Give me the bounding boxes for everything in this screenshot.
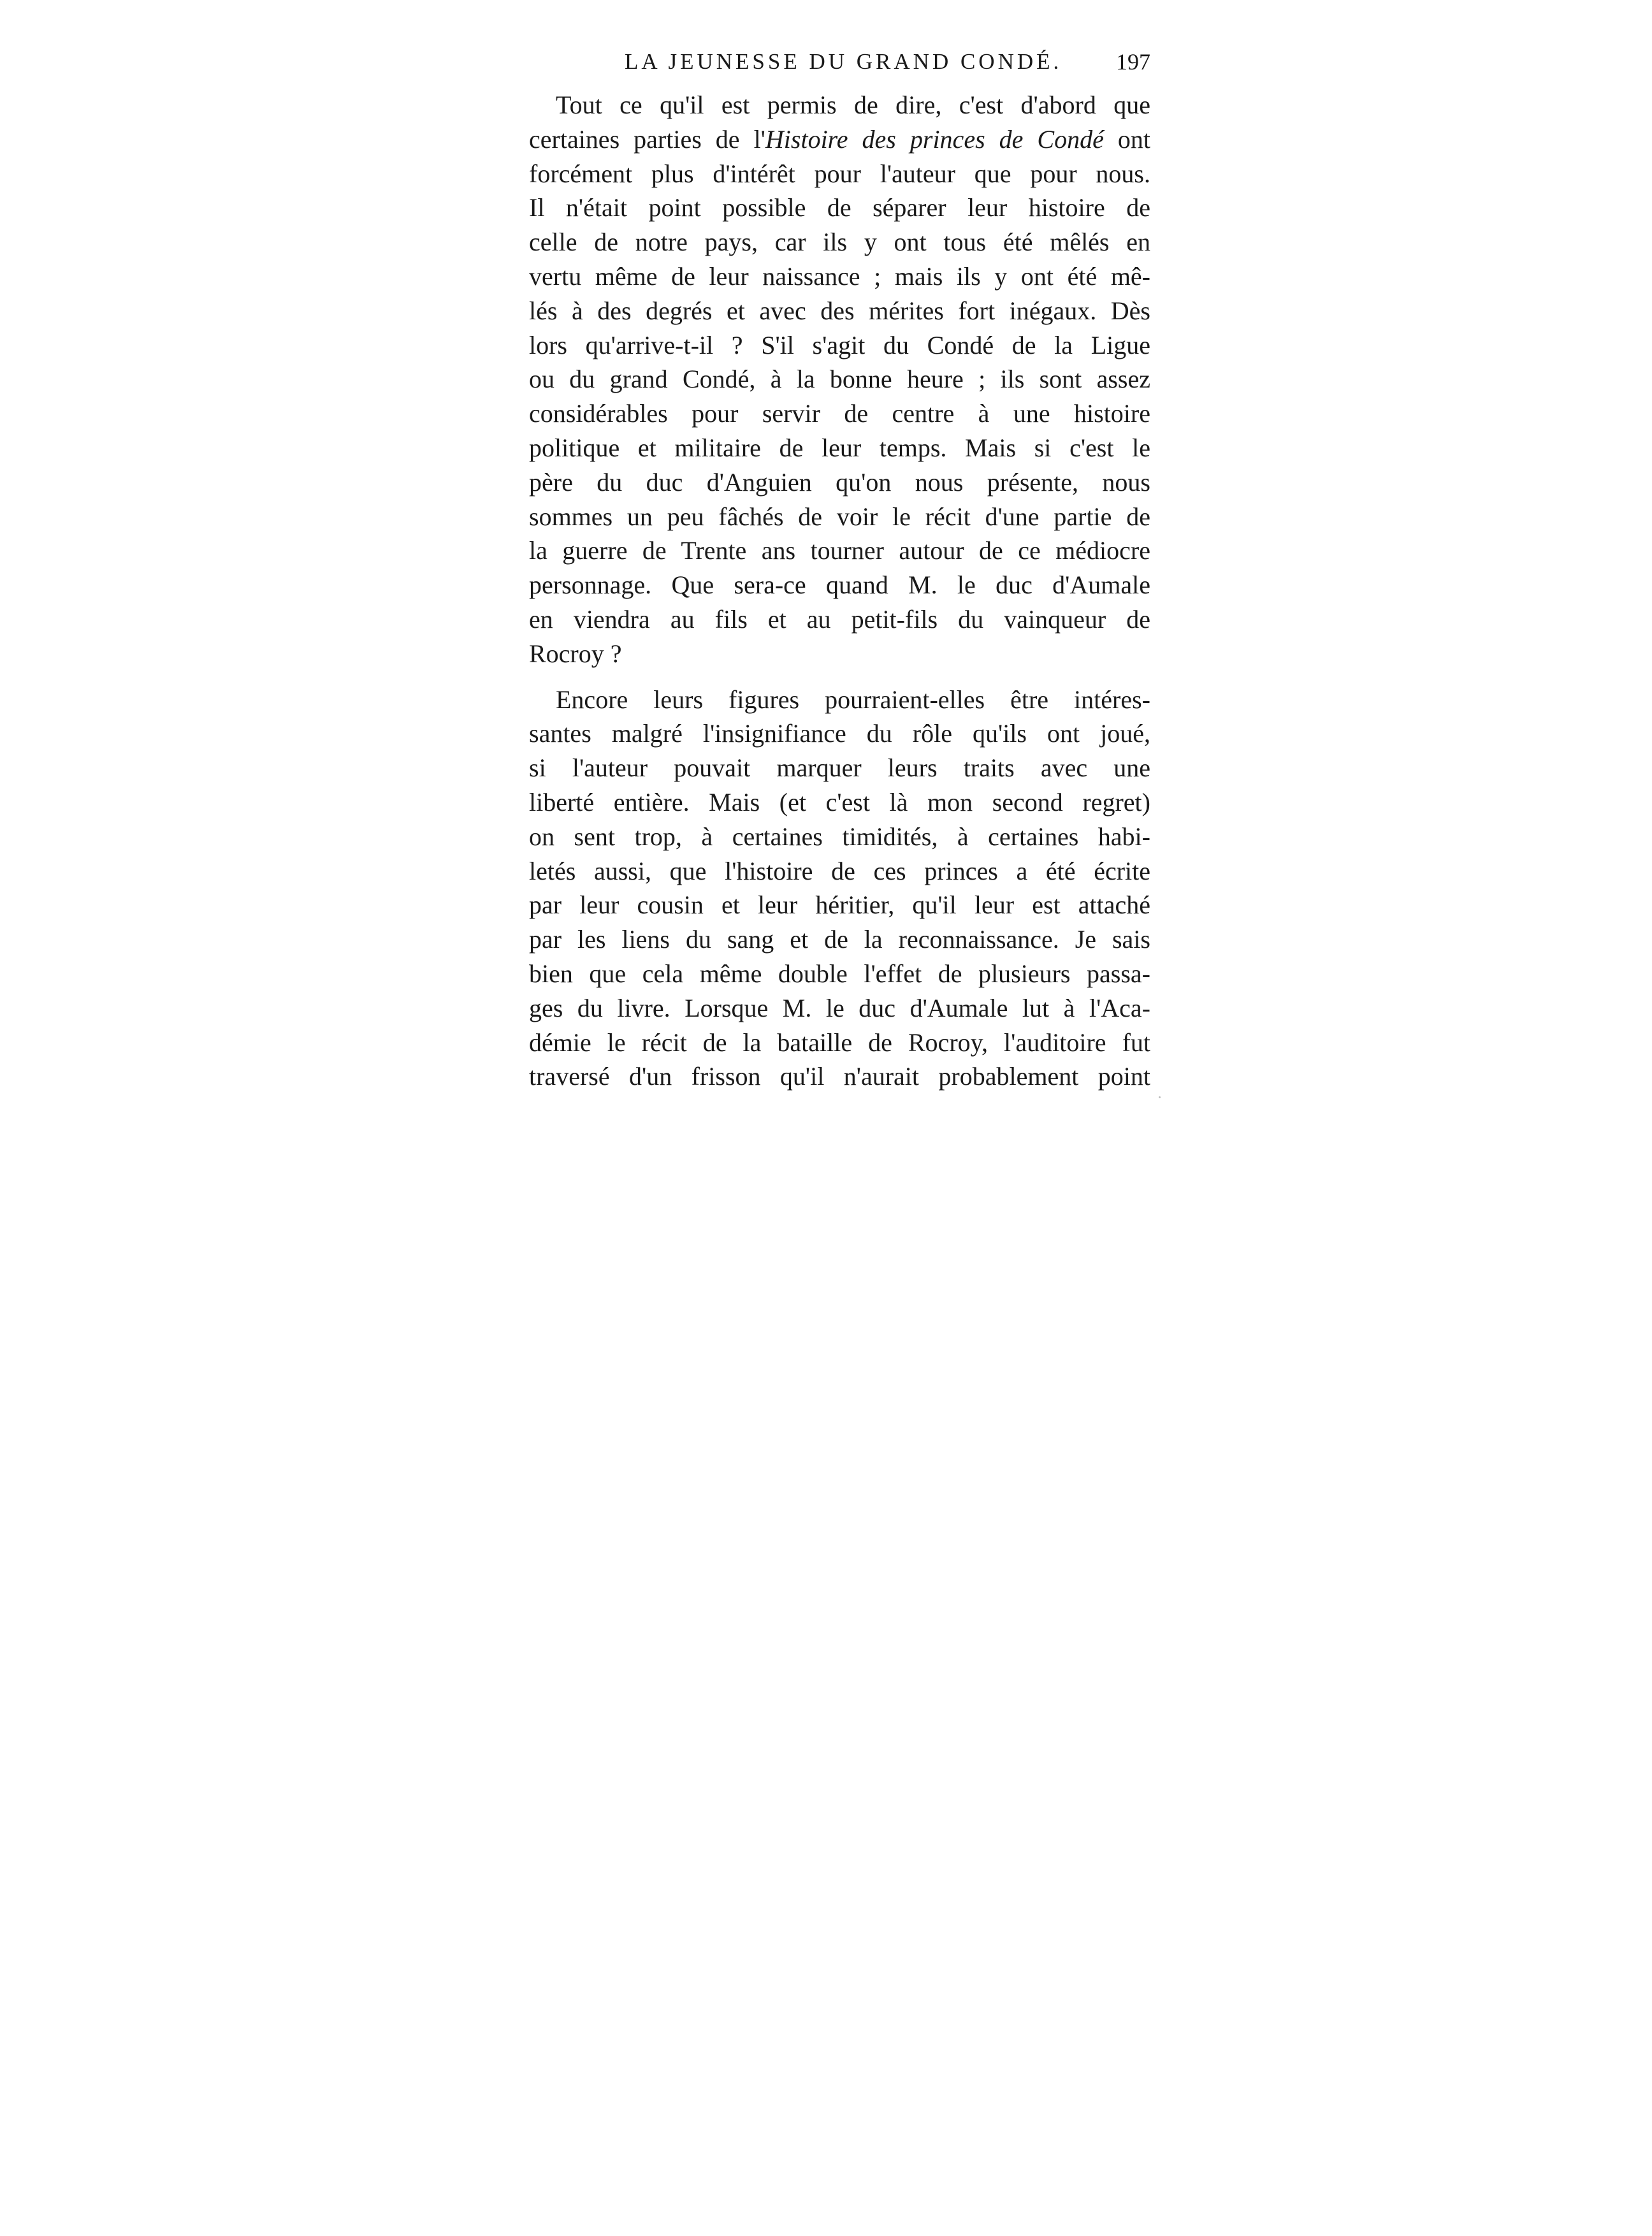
text-line: par les liens du sang et de la reconnaissance. Je sais (529, 925, 1150, 954)
running-header (529, 46, 1150, 78)
text-line: lés à des degrés et avec des mérites fort inégaux. Dès (529, 296, 1150, 325)
text-line: ges du livre. Lorsque M. le duc d'Aumale lut à l'Aca- (529, 993, 1150, 1022)
text-line: lors qu'arrive-t-il ? S'il s'agit du Condé de la Ligue (529, 330, 1150, 359)
text-line: liberté entière. Mais (et c'est là mon second regret) (529, 787, 1150, 817)
book-title: Histoire des princes de Condé (765, 124, 1104, 154)
text-line: Encore leurs figures pourraient-elles être intéres- (556, 685, 1150, 714)
text-line: forcément plus d'intérêt pour l'auteur que pour nous. (529, 159, 1150, 188)
text-line: Tout ce qu'il est permis de dire, c'est d'abord que (556, 91, 1150, 119)
text-line: si l'auteur pouvait marquer leurs traits avec une (529, 753, 1150, 783)
text-line: on sent trop, à certaines timidités, à certaines habi- (529, 822, 1150, 851)
paragraph-spacer (529, 671, 1150, 683)
text-line: considérables pour servir de centre à une histoire (529, 399, 1150, 428)
text-line: politique et militaire de leur temps. Mais si c'est le (529, 433, 1150, 462)
text-line: sommes un peu fâchés de voir le récit d'une partie de (529, 502, 1150, 531)
running-title: LA JEUNESSE DU GRAND CONDÉ. (625, 49, 1062, 74)
page-number: 197 (1116, 49, 1150, 75)
text-line: père du duc d'Anguien qu'on nous présente, nous (529, 467, 1150, 497)
text-line: Rocroy ? (529, 639, 622, 668)
text-line: par leur cousin et leur héritier, qu'il leur est attaché (529, 890, 1150, 920)
text-line: letés aussi, que l'histoire de ces princes a été écrite (529, 856, 1150, 885)
text-line: santes malgré l'insignifiance du rôle qu'ils ont joué, (529, 719, 1150, 748)
text-line: bien que cela même double l'effet de plusieurs passa- (529, 959, 1150, 988)
scan-speck (1159, 1096, 1161, 1098)
body-text (529, 88, 1150, 1094)
text-line: personnage. Que sera-ce quand M. le duc d'Aumale (529, 570, 1150, 600)
text-line: traversé d'un frisson qu'il n'aurait probablement point (529, 1062, 1150, 1091)
text-run: certaines parties de l' (529, 124, 765, 154)
text-line (529, 122, 1150, 157)
text-line: Il n'était point possible de séparer leur histoire de (529, 193, 1150, 222)
text-line: la guerre de Trente ans tourner autour de ce médiocre (529, 536, 1150, 565)
text-line: ou du grand Condé, à la bonne heure ; ils sont assez (529, 365, 1150, 394)
text-run: ont (1103, 124, 1150, 154)
text-line: celle de notre pays, car ils y ont tous été mêlés en (529, 228, 1150, 257)
text-line: vertu même de leur naissance ; mais ils y ont été mê- (529, 261, 1150, 291)
text-line: démie le récit de la bataille de Rocroy, l'auditoire fut (529, 1027, 1150, 1057)
paragraph (529, 88, 1150, 671)
text-line: en viendra au fils et au petit-fils du vainqueur de (529, 604, 1150, 634)
paragraph (529, 683, 1150, 1094)
